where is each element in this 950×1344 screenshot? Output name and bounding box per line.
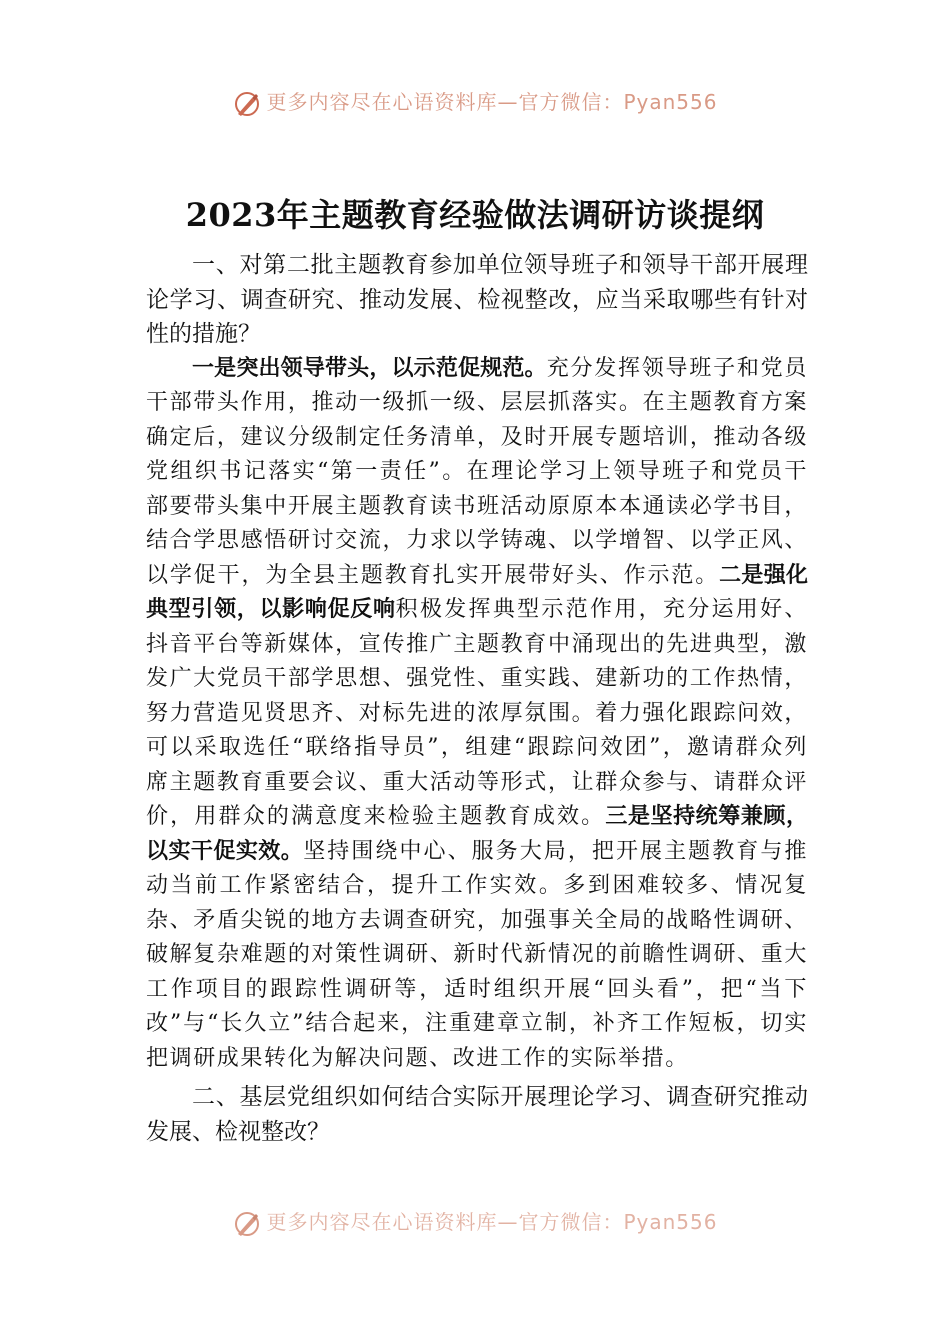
point-2-text: 积极发挥典型示范作用，充分运用好、抖音平台等新媒体，宣传推广主题教育中涌现出的先进典型，激发广大党员干部学思想、强党性、重实践、建新功的工作热情，努力营造见贤思齐、对标先进的浓厚氛围。着力强化跟踪问效，可以采取选任“联络指导员”，组建“跟踪问效团”，邀请群众列席主题教育重要会议、重大活动等形式，让群众参与、请群众评价，用群众的满意度来检验主题教育成效。	[146, 597, 808, 829]
point-3-heading: 三是坚持统筹兼顾，以实干促实效。	[146, 804, 808, 864]
question-1: 一、对第二批主题教育参加单位领导班子和领导干部开展理论学习、调查研究、推动发展、检视整改，应当采取哪些有针对性的措施？	[146, 252, 808, 347]
document-title: 2023年主题教育经验做法调研访谈提纲	[185, 196, 765, 234]
watermark-footer	[0, 1206, 950, 1239]
watermark-header	[0, 86, 950, 119]
point-2-heading: 二是强化典型引领，以影响促反响	[146, 562, 808, 622]
document-body	[146, 248, 808, 1149]
watermark-text: 更多内容尽在心语资料库—官方微信：Pyan556	[266, 90, 718, 114]
point-1-text: 充分发挥领导班子和党员干部带头作用，推动一级抓一级、层层抓落实。在主题教育方案确定后，建议分级制定任务清单，及时开展专题培训，推动各级党组织书记落实“第一责任”。在理论学习上领导班子和党员干部要带头集中开展主题教育读书班活动原原本本通读必学书目，结合学思感悟研讨交流，力求以学铸魂、以学增智、以学正风、以学促干，为全县主题教育扎实开展带好头、作示范。	[146, 355, 808, 588]
watermark-text-footer: 更多内容尽在心语资料库—官方微信：Pyan556	[266, 1210, 718, 1234]
pen-logo-icon	[232, 1209, 262, 1239]
point-3-text: 坚持围绕中心、服务大局，把开展主题教育与推动当前工作紧密结合，提升工作实效。多到困难较多、情况复杂、矛盾尖锐的地方去调查研究，加强事关全局的战略性调研、破解复杂难题的对策性调研、新时代新情况的前瞻性调研、重大工作项目的跟踪性调研等，适时组织开展“回头看”，把“当下改”与“长久立”结合起来，注重建章立制，补齐工作短板，切实把调研成果转化为解决问题、改进工作的实际举措。	[146, 838, 808, 1071]
pen-logo-icon	[232, 89, 262, 119]
question-2: 二、基层党组织如何结合实际开展理论学习、调查研究推动发展、检视整改？	[146, 1084, 808, 1145]
point-1-heading: 一是突出领导带头，以示范促规范。	[192, 355, 547, 381]
answer-1-paragraph	[146, 352, 808, 1077]
